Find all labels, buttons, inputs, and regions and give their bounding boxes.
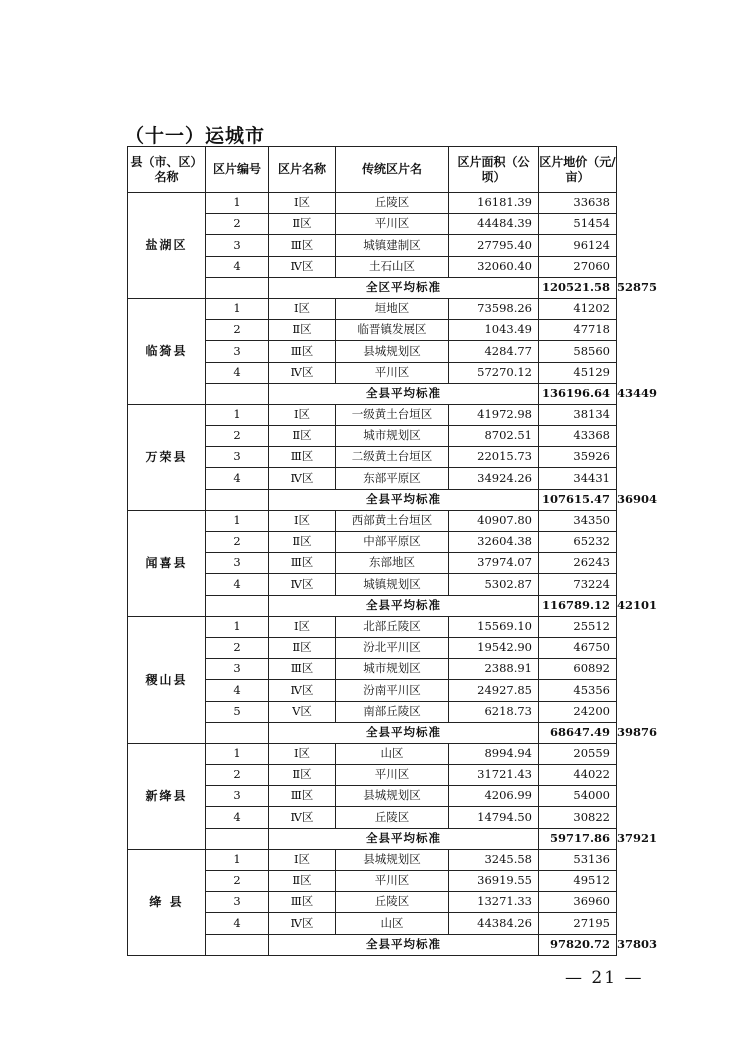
zone-name: Ⅲ区 (269, 786, 336, 807)
zone-number: 2 (206, 765, 269, 786)
zone-price: 60892 (539, 659, 617, 680)
average-label: 全县平均标准 (269, 934, 539, 955)
zone-area: 8702.51 (449, 426, 539, 447)
header-row (128, 147, 617, 193)
zone-price: 51454 (539, 214, 617, 235)
traditional-zone-name: 临晋镇发展区 (336, 320, 449, 341)
county-name: 绛 县 (128, 849, 206, 955)
zone-name: Ⅱ区 (269, 765, 336, 786)
zone-price: 26243 (539, 553, 617, 574)
zone-name: Ⅱ区 (269, 532, 336, 553)
average-row: 全县平均标准 97820.72 37803 (128, 934, 617, 955)
zone-price: 47718 (539, 320, 617, 341)
zone-area: 44384.26 (449, 913, 539, 934)
zone-number: 2 (206, 320, 269, 341)
table-row (128, 510, 617, 531)
table-row (128, 298, 617, 319)
traditional-zone-name: 城镇建制区 (336, 235, 449, 256)
zone-number: 3 (206, 659, 269, 680)
zone-name: Ⅳ区 (269, 807, 336, 828)
county-name: 闻喜县 (128, 510, 206, 616)
header-area: 区片面积（公顷） (449, 147, 539, 193)
zone-area: 32604.38 (449, 532, 539, 553)
zone-price: 54000 (539, 786, 617, 807)
traditional-zone-name: 丘陵区 (336, 892, 449, 913)
traditional-zone-name: 中部平原区 (336, 532, 449, 553)
land-price-table (127, 146, 658, 956)
average-blank-cell (206, 934, 269, 955)
traditional-zone-name: 城镇规划区 (336, 574, 449, 595)
zone-area: 2388.91 (449, 659, 539, 680)
average-row: 全县平均标准 116789.12 42101 (128, 595, 617, 616)
zone-price: 27195 (539, 913, 617, 934)
zone-name: Ⅰ区 (269, 404, 336, 425)
zone-price: 41202 (539, 298, 617, 319)
county-name: 新绛县 (128, 743, 206, 849)
zone-name: Ⅱ区 (269, 214, 336, 235)
zone-number: 3 (206, 341, 269, 362)
zone-price: 33638 (539, 193, 617, 214)
zone-price: 45356 (539, 680, 617, 701)
traditional-zone-name: 南部丘陵区 (336, 701, 449, 722)
zone-price: 35926 (539, 447, 617, 468)
traditional-zone-name: 平川区 (336, 214, 449, 235)
zone-name: Ⅳ区 (269, 256, 336, 277)
zone-name: Ⅲ区 (269, 553, 336, 574)
zone-number: 2 (206, 637, 269, 658)
zone-name: Ⅰ区 (269, 849, 336, 870)
zone-price: 34431 (539, 468, 617, 489)
average-blank-cell (206, 277, 269, 298)
zone-number: 1 (206, 849, 269, 870)
zone-name: Ⅳ区 (269, 468, 336, 489)
average-area: 120521.58 (539, 277, 617, 298)
average-row: 全县平均标准 136196.64 43449 (128, 383, 617, 404)
zone-number: 4 (206, 256, 269, 277)
traditional-zone-name: 东部平原区 (336, 468, 449, 489)
zone-number: 2 (206, 532, 269, 553)
average-row: 全区平均标准 120521.58 52875 (128, 277, 617, 298)
zone-number: 4 (206, 680, 269, 701)
header-price: 区片地价（元/亩） (539, 147, 617, 193)
zone-price: 43368 (539, 426, 617, 447)
average-area: 136196.64 (539, 383, 617, 404)
zone-area: 57270.12 (449, 362, 539, 383)
zone-name: Ⅰ区 (269, 298, 336, 319)
average-area: 107615.47 (539, 489, 617, 510)
average-blank-cell (206, 489, 269, 510)
traditional-zone-name: 丘陵区 (336, 807, 449, 828)
zone-area: 13271.33 (449, 892, 539, 913)
zone-area: 27795.40 (449, 235, 539, 256)
zone-area: 19542.90 (449, 637, 539, 658)
zone-price: 20559 (539, 743, 617, 764)
traditional-zone-name: 山区 (336, 913, 449, 934)
zone-name: Ⅲ区 (269, 659, 336, 680)
zone-area: 4206.99 (449, 786, 539, 807)
zone-area: 3245.58 (449, 849, 539, 870)
traditional-zone-name: 东部地区 (336, 553, 449, 574)
zone-price: 25512 (539, 616, 617, 637)
zone-price: 49512 (539, 871, 617, 892)
zone-area: 4284.77 (449, 341, 539, 362)
average-row: 全县平均标准 107615.47 36904 (128, 489, 617, 510)
zone-area: 41972.98 (449, 404, 539, 425)
zone-name: Ⅳ区 (269, 362, 336, 383)
zone-area: 31721.43 (449, 765, 539, 786)
traditional-zone-name: 一级黄土台垣区 (336, 404, 449, 425)
zone-number: 1 (206, 404, 269, 425)
average-label: 全县平均标准 (269, 722, 539, 743)
zone-price: 24200 (539, 701, 617, 722)
county-name: 临猗县 (128, 298, 206, 404)
zone-name: Ⅳ区 (269, 913, 336, 934)
zone-name: Ⅱ区 (269, 871, 336, 892)
traditional-zone-name: 县城规划区 (336, 849, 449, 870)
table-row (128, 743, 617, 764)
traditional-zone-name: 平川区 (336, 871, 449, 892)
average-label: 全县平均标准 (269, 383, 539, 404)
zone-number: 2 (206, 871, 269, 892)
zone-number: 3 (206, 447, 269, 468)
zone-name: Ⅲ区 (269, 235, 336, 256)
traditional-zone-name: 土石山区 (336, 256, 449, 277)
zone-name: Ⅳ区 (269, 680, 336, 701)
zone-price: 30822 (539, 807, 617, 828)
header-traditional-name: 传统区片名 (336, 147, 449, 193)
traditional-zone-name: 山区 (336, 743, 449, 764)
average-row: 全县平均标准 68647.49 39876 (128, 722, 617, 743)
zone-area: 6218.73 (449, 701, 539, 722)
average-row: 全县平均标准 59717.86 37921 (128, 828, 617, 849)
traditional-zone-name: 县城规划区 (336, 786, 449, 807)
traditional-zone-name: 汾北平川区 (336, 637, 449, 658)
zone-area: 14794.50 (449, 807, 539, 828)
zone-number: 4 (206, 913, 269, 934)
zone-name: Ⅲ区 (269, 892, 336, 913)
average-area: 59717.86 (539, 828, 617, 849)
zone-number: 1 (206, 743, 269, 764)
zone-name: Ⅲ区 (269, 447, 336, 468)
zone-name: Ⅳ区 (269, 574, 336, 595)
zone-area: 44484.39 (449, 214, 539, 235)
county-name: 万荣县 (128, 404, 206, 510)
zone-price: 44022 (539, 765, 617, 786)
page-number: — 21 — (565, 968, 644, 988)
zone-area: 36919.55 (449, 871, 539, 892)
traditional-zone-name: 城市规划区 (336, 426, 449, 447)
traditional-zone-name: 丘陵区 (336, 193, 449, 214)
zone-area: 40907.80 (449, 510, 539, 531)
zone-price: 53136 (539, 849, 617, 870)
zone-price: 46750 (539, 637, 617, 658)
zone-name: Ⅱ区 (269, 320, 336, 341)
zone-price: 65232 (539, 532, 617, 553)
header-zone-no: 区片编号 (206, 147, 269, 193)
zone-area: 5302.87 (449, 574, 539, 595)
zone-price: 58560 (539, 341, 617, 362)
traditional-zone-name: 城市规划区 (336, 659, 449, 680)
zone-name: Ⅰ区 (269, 616, 336, 637)
zone-name: Ⅲ区 (269, 341, 336, 362)
traditional-zone-name: 县城规划区 (336, 341, 449, 362)
zone-price: 27060 (539, 256, 617, 277)
zone-number: 3 (206, 235, 269, 256)
zone-area: 34924.26 (449, 468, 539, 489)
zone-name: Ⅴ区 (269, 701, 336, 722)
table-row (128, 616, 617, 637)
zone-number: 4 (206, 362, 269, 383)
zone-number: 2 (206, 426, 269, 447)
average-label: 全县平均标准 (269, 489, 539, 510)
zone-area: 1043.49 (449, 320, 539, 341)
traditional-zone-name: 西部黄土台垣区 (336, 510, 449, 531)
zone-number: 4 (206, 468, 269, 489)
zone-price: 45129 (539, 362, 617, 383)
zone-price: 36960 (539, 892, 617, 913)
zone-name: Ⅰ区 (269, 510, 336, 531)
average-area: 68647.49 (539, 722, 617, 743)
zone-number: 4 (206, 574, 269, 595)
average-label: 全县平均标准 (269, 828, 539, 849)
zone-area: 32060.40 (449, 256, 539, 277)
county-name: 盐湖区 (128, 193, 206, 299)
zone-area: 24927.85 (449, 680, 539, 701)
average-area: 116789.12 (539, 595, 617, 616)
zone-area: 22015.73 (449, 447, 539, 468)
header-zone-name: 区片名称 (269, 147, 336, 193)
zone-price: 34350 (539, 510, 617, 531)
zone-area: 8994.94 (449, 743, 539, 764)
average-blank-cell (206, 828, 269, 849)
zone-number: 3 (206, 553, 269, 574)
zone-name: Ⅰ区 (269, 743, 336, 764)
zone-area: 15569.10 (449, 616, 539, 637)
zone-number: 3 (206, 892, 269, 913)
table-row (128, 193, 617, 214)
traditional-zone-name: 汾南平川区 (336, 680, 449, 701)
table-row (128, 849, 617, 870)
zone-name: Ⅰ区 (269, 193, 336, 214)
traditional-zone-name: 平川区 (336, 765, 449, 786)
zone-number: 4 (206, 807, 269, 828)
table-row (128, 404, 617, 425)
zone-area: 16181.39 (449, 193, 539, 214)
zone-number: 1 (206, 193, 269, 214)
traditional-zone-name: 垣地区 (336, 298, 449, 319)
zone-name: Ⅱ区 (269, 637, 336, 658)
zone-area: 37974.07 (449, 553, 539, 574)
county-name: 稷山县 (128, 616, 206, 743)
average-area: 97820.72 (539, 934, 617, 955)
zone-area: 73598.26 (449, 298, 539, 319)
traditional-zone-name: 平川区 (336, 362, 449, 383)
zone-number: 2 (206, 214, 269, 235)
zone-number: 1 (206, 510, 269, 531)
zone-price: 96124 (539, 235, 617, 256)
average-blank-cell (206, 595, 269, 616)
zone-price: 73224 (539, 574, 617, 595)
average-label: 全区平均标准 (269, 277, 539, 298)
zone-number: 5 (206, 701, 269, 722)
section-title: （十一）运城市 (125, 125, 266, 147)
average-blank-cell (206, 383, 269, 404)
zone-number: 3 (206, 786, 269, 807)
zone-price: 38134 (539, 404, 617, 425)
zone-number: 1 (206, 616, 269, 637)
zone-number: 1 (206, 298, 269, 319)
traditional-zone-name: 二级黄土台垣区 (336, 447, 449, 468)
average-label: 全县平均标准 (269, 595, 539, 616)
header-county: 县（市、区）名称 (128, 147, 206, 193)
average-blank-cell (206, 722, 269, 743)
zone-name: Ⅱ区 (269, 426, 336, 447)
traditional-zone-name: 北部丘陵区 (336, 616, 449, 637)
